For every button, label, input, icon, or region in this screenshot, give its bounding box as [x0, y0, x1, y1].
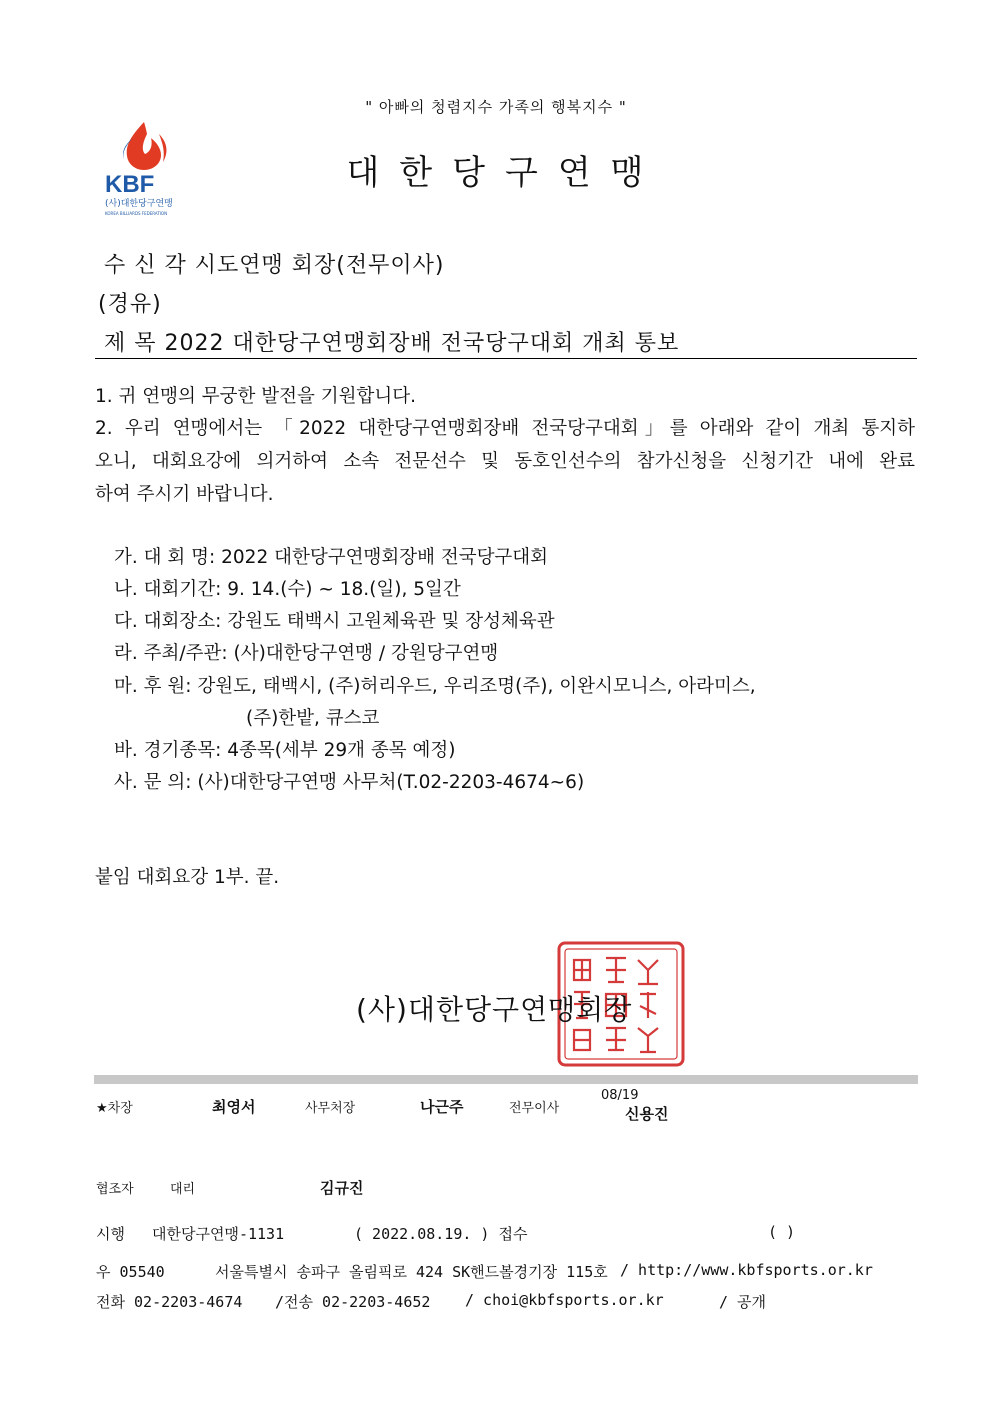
attachment-note: 붙임 대회요강 1부. 끝.	[95, 867, 280, 888]
cooperator-title: 대리	[170, 1182, 196, 1197]
doc-number: 대한당구연맹-1131	[152, 1225, 285, 1243]
cooperator-name: 김규진	[320, 1179, 364, 1197]
approver-2-title: 사무처장	[305, 1101, 356, 1116]
email-link[interactable]: / choi@kbfsports.or.kr	[465, 1291, 664, 1309]
detail-item: 마. 후 원: 강원도, 태백시, (주)허리우드, 우리조명(주), 이완시모니스, 아라미스,	[114, 676, 756, 697]
detail-item: 라. 주최/주관: (사)대한당구연맹 / 강원당구연맹	[114, 643, 499, 664]
paragraph-2-line-2: 오니, 대회요강에 의거하여 소속 전문선수 및 동호인선수의 참가신청을 신청기간 내에 완료	[95, 451, 915, 472]
cooperator-label: 협조자	[96, 1182, 134, 1197]
motto: " 아빠의 청렴지수 가족의 행복지수 "	[365, 98, 627, 116]
paragraph-1: 1. 귀 연맹의 무궁한 발전을 기원합니다.	[95, 386, 417, 407]
disclosure: / 공개	[719, 1293, 767, 1311]
doc-label: 시행	[96, 1225, 125, 1243]
doc-date: ( 2022.08.19. ) 접수	[354, 1225, 528, 1243]
approver-2-name: 나근주	[420, 1098, 464, 1116]
approver-3-title: 전무이사	[509, 1101, 560, 1116]
org-title: 대한당구연맹	[346, 153, 664, 193]
approver-1-title: ★차장	[96, 1101, 133, 1116]
paragraph-2-line-3: 하여 주시기 바랍니다.	[95, 484, 274, 505]
signer-name: (사)대한당구연맹회장	[356, 993, 633, 1026]
approver-3-date: 08/19	[601, 1088, 639, 1103]
detail-item: 나. 대회기간: 9. 14.(수) ~ 18.(일), 5일간	[114, 579, 461, 600]
recipient-line: 수 신 각 시도연맹 회장(전무이사)	[104, 253, 445, 278]
detail-item: 사. 문 의: (사)대한당구연맹 사무처(T.02-2203-4674~6)	[114, 772, 585, 793]
phone: 전화 02-2203-4674	[96, 1293, 243, 1311]
paragraph-2-line-1: 2. 우리 연맹에서는 「2022 대한당구연맹회장배 전국당구대회」를 아래와 같이 개최 통지하	[95, 418, 915, 439]
detail-item: 가. 대 회 명: 2022 대한당구연맹회장배 전국당구대회	[114, 547, 549, 568]
detail-item: 바. 경기종목: 4종목(세부 29개 종목 예정)	[114, 740, 456, 761]
fax: /전송 02-2203-4652	[275, 1293, 431, 1311]
receipt-box: ( )	[768, 1223, 796, 1241]
detail-item: 다. 대회장소: 강원도 태백시 고원체육관 및 장성체육관	[114, 611, 555, 632]
paragraph-2	[95, 412, 915, 511]
address: 서울특별시 송파구 올림픽로 424 SK핸드볼경기장 115호	[215, 1263, 608, 1281]
svg-text:(사)대한당구연맹: (사)대한당구연맹	[105, 199, 173, 209]
subject-line: 제 목 2022 대한당구연맹회장배 전국당구대회 개최 통보	[104, 331, 680, 356]
approver-3-name: 신용진	[625, 1105, 669, 1123]
approval-divider	[94, 1075, 918, 1084]
svg-text:KBF: KBF	[105, 171, 155, 198]
svg-text:KOREA BILLIARDS FEDERATION: KOREA BILLIARDS FEDERATION	[105, 211, 168, 216]
homepage-link[interactable]: / http://www.kbfsports.or.kr	[620, 1261, 873, 1279]
detail-item-continued: (주)한밭, 큐스코	[246, 708, 380, 729]
header-divider	[95, 358, 917, 359]
via-line: (경유)	[98, 292, 162, 317]
postal-code: 우 05540	[96, 1263, 165, 1281]
approver-1-name: 최영서	[212, 1098, 256, 1116]
